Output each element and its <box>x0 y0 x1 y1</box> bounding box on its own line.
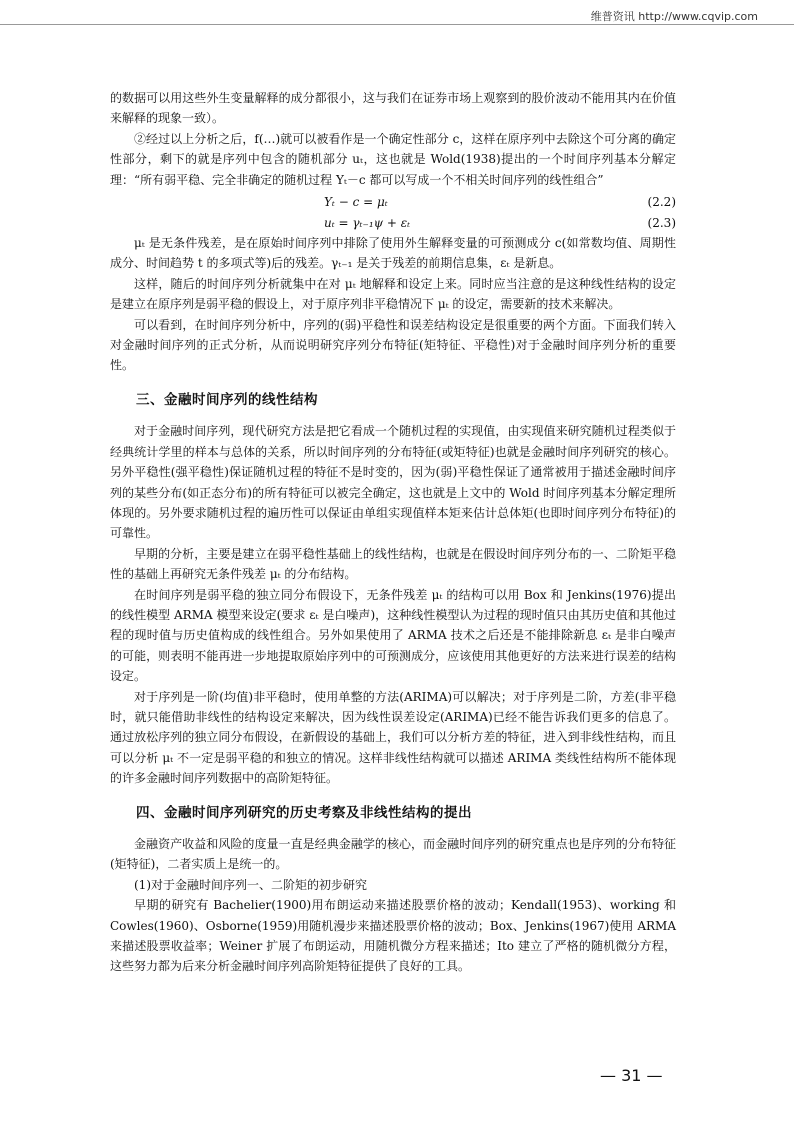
paragraph: 在时间序列是弱平稳的独立同分布假设下，无条件残差 μₜ 的结构可以用 Box 和 Jenkins(1976)提出的线性模型 ARMA 模型来设定(要求 εₜ 是白噪声)，这种线性模型认为过程的现时值只由其历史值和其他过程的现时值与历史值构成的线性组合。另外如果使用了 ARMA 技术之后还是不能排除新息 εₜ 是非白噪声的可能，则表明不能再进一步地提取原始序列中的可预测成分，应该使用其他更好的方法来进行误差的结构设定。 <box>110 587 676 684</box>
header-source: 维普资讯 http://www.cqvip.com <box>590 10 758 23</box>
equation-formula: Yₜ − c = μₜ <box>324 195 388 210</box>
paragraph: ②经过以上分析之后，f(…)就可以被看作是一个确定性部分 c，这样在原序列中去除这个可分离的确定性部分，剩下的就是序列中包含的随机部分 uₜ，这也就是 Wold(1938)提出的一个时间序列基本分解定理：“所有弱平稳、完全非确定的随机过程 Yₜ－c 都可以写成一个不相关时间序列的线性组合” <box>110 131 676 187</box>
equation-formula: uₜ = γₜ₋₁ψ + εₜ <box>324 216 411 231</box>
equation-2-3 <box>110 212 676 232</box>
page-body <box>110 88 676 977</box>
paragraph: 对于序列是一阶(均值)非平稳时，使用单整的方法(ARIMA)可以解决；对于序列是二阶，方差(非平稳时，就只能借助非线性的结构设定来解决，因为线性误差设定(ARIMA)已经不能告诉我们更多的信息了。通过放松序列的独立同分布假设，在新假设的基础上，我们可以分析方差的特征，进入到非线性结构，而且可以分析 μₜ 不一定是弱平稳的和独立的情况。这样非线性结构就可以描述 ARIMA 类线性结构所不能体现的许多金融时间序列数据中的高阶矩特征。 <box>110 689 676 786</box>
paragraph: 可以看到，在时间序列分析中，序列的(弱)平稳性和误差结构设定是很重要的两个方面。下面我们转入对金融时间序列的正式分析，从而说明研究序列分布特征(矩特征、平稳性)对于金融时间序列分析的重要性。 <box>110 317 676 373</box>
equation-number: (2.2) <box>647 195 676 210</box>
page-number: — 31 — <box>600 1066 663 1085</box>
subheading: (1)对于金融时间序列一、二阶矩的初步研究 <box>134 877 367 892</box>
section-heading-3: 三、金融时间序列的线性结构 <box>136 391 318 408</box>
paragraph: μₜ 是无条件残差，是在原始时间序列中排除了使用外生解释变量的可预测成分 c(如常数均值、周期性成分、时间趋势 t 的多项式等)后的残差。γₜ₋₁ 是关于残差的前期信息集，εₜ 是新息。 <box>110 236 676 271</box>
section-heading-4: 四、金融时间序列研究的历史考察及非线性结构的提出 <box>136 804 472 821</box>
paragraph: 这样，随后的时间序列分析就集中在对 μₜ 地解释和设定上来。同时应当注意的是这种线性结构的设定是建立在原序列是弱平稳的假设上，对于原序列非平稳情况下 μₜ 的设定，需要新的技术来解决。 <box>110 276 676 312</box>
paragraph: 早期的分析，主要是建立在弱平稳性基础上的线性结构，也就是在假设时间序列分布的一、二阶矩平稳性的基础上再研究无条件残差 μₜ 的分布结构。 <box>110 546 676 582</box>
paragraph: 的数据可以用这些外生变量解释的成分都很小，这与我们在证券市场上观察到的股价波动不能用其内在价值来解释的现象一致）。 <box>110 91 676 126</box>
paragraph: 对于金融时间序列，现代研究方法是把它看成一个随机过程的实现值，由实现值来研究随机过程类似于经典统计学里的样本与总体的关系，所以时间序列的分布特征(或矩特征)也就是金融时间序列研究的核心。另外平稳性(强平稳性)保证随机过程的特征不是时变的，因为(弱)平稳性保证了通常被用于描述金融时间序列的某些分布(如正态分布)的所有特征可以被完全确定，这也就是上文中的 Wold 时间序列基本分解定理所体现的。另外要求随机过程的遍历性可以保证由单组实现值样本矩来估计总体矩(也即时间序列分布特征)的可靠性。 <box>110 424 676 541</box>
header-rule <box>0 24 794 25</box>
paragraph: 金融资产收益和风险的度量一直是经典金融学的核心，而金融时间序列的研究重点也是序列的分布特征(矩特征)，二者实质上是统一的。 <box>110 837 676 872</box>
paragraph: 早期的研究有 Bachelier(1900)用布朗运动来描述股票价格的波动；Kendall(1953)、working 和 Cowles(1960)、Osborne(1959)用随机漫步来描述股票价格的波动；Box、Jenkins(1967)使用 ARMA 来描述股票收益率；Weiner 扩展了布朗运动，用随机微分方程来描述；Ito 建立了严格的随机微分方程，这些努力都为后来分析金融时间序列高阶矩特征提供了良好的工具。 <box>110 898 676 974</box>
equation-2-2 <box>110 191 676 211</box>
equation-number: (2.3) <box>647 216 676 231</box>
